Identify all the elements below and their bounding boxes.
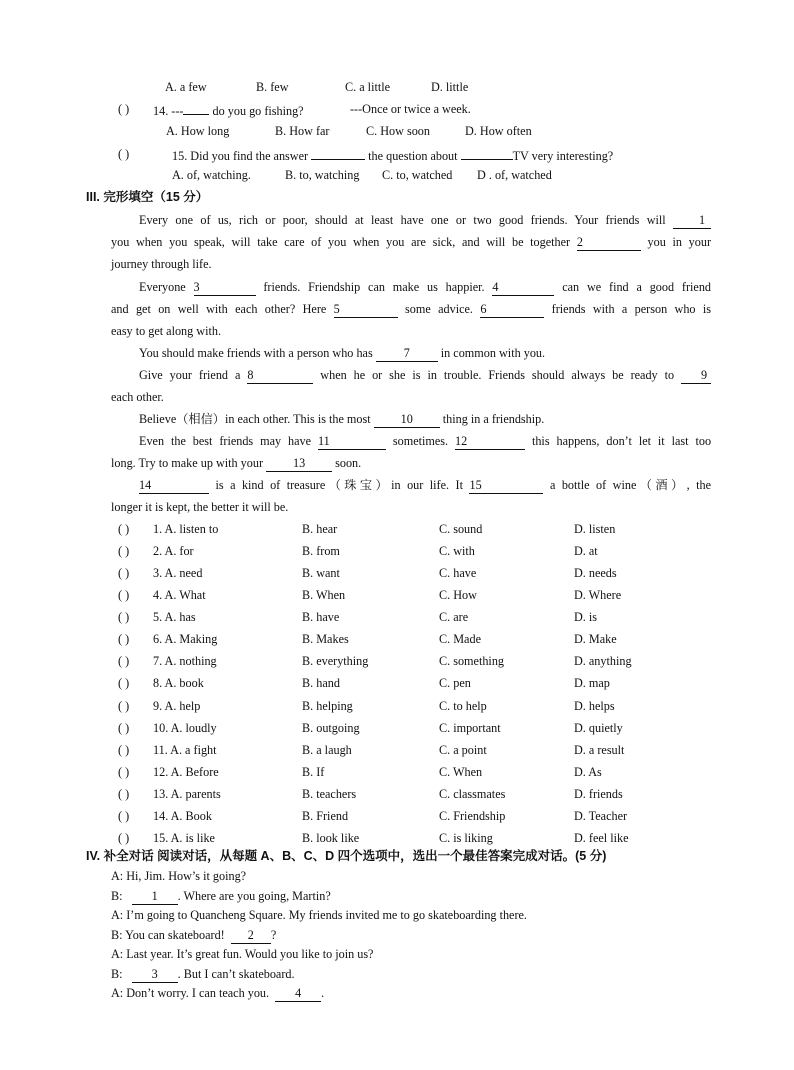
- question-row: [0, 739, 794, 761]
- option-b: B. to, watching: [285, 168, 360, 182]
- answer-paren: ( ): [118, 522, 130, 536]
- blank-3: 3: [194, 280, 256, 296]
- answer-paren: ( ): [118, 764, 130, 779]
- question-text: 15. Did you find the answer the question about TV very interesting?: [172, 144, 613, 166]
- passage-line: long. Try to make up with your 13 soon.: [111, 456, 362, 470]
- option-d: D. Where: [574, 588, 622, 603]
- option-b: B. everything: [302, 654, 369, 669]
- question-row: [0, 783, 794, 805]
- blank: [311, 144, 365, 160]
- option-a: 14. A. Book: [153, 808, 212, 823]
- option-a: A. of, watching.: [172, 168, 251, 182]
- option-d: D. anything: [574, 654, 632, 669]
- option-b: B. from: [302, 544, 340, 559]
- option-d: D. How often: [465, 124, 532, 138]
- passage-line: you when you speak, will take care of you when you are sick, and will be together 2 you in your: [111, 235, 712, 249]
- passage-line: 14 is a kind of treasure（珠宝）in our life. It 15 a bottle of wine（酒）, the: [139, 478, 712, 492]
- blank-14: 14: [139, 478, 209, 494]
- answer-paren: ( ): [118, 544, 130, 559]
- option-a: 4. A. What: [153, 588, 206, 603]
- option-c: C. is liking: [439, 830, 493, 845]
- passage-line: longer it is kept, the better it will be.: [111, 500, 289, 514]
- q13-options: [0, 77, 794, 97]
- option-b: B. helping: [302, 698, 353, 713]
- question-row: [0, 562, 794, 584]
- option-c: C. a little: [345, 80, 391, 94]
- blank-12: 12: [455, 434, 525, 450]
- dialogue-line: B: You can skateboard! 2 ?: [111, 928, 277, 942]
- option-a: A. How long: [166, 124, 230, 138]
- option-c: C. important: [439, 720, 501, 735]
- option-c: C. How: [439, 588, 477, 603]
- answer-paren: ( ): [118, 720, 130, 735]
- option-a: 6. A. Making: [153, 632, 218, 647]
- option-c: C. pen: [439, 676, 471, 691]
- dialogue-line: A: I’m going to Quancheng Square. My friends invited me to go skateboarding there.: [111, 908, 527, 922]
- option-d: D . of, watched: [477, 168, 552, 182]
- answer-text: ---Once or twice a week.: [350, 102, 471, 116]
- passage-line: Give your friend a 8 when he or she is in trouble. Friends should always be ready to 9: [139, 364, 711, 386]
- option-a: 11. A. a fight: [153, 742, 217, 757]
- answer-paren: ( ): [118, 786, 130, 801]
- option-a: 12. A. Before: [153, 764, 219, 779]
- option-c: C. with: [439, 544, 475, 559]
- blank-15: 15: [469, 478, 543, 494]
- option-b: B. look like: [302, 830, 360, 845]
- passage-line: You should make friends with a person who has 7 in common with you.: [139, 346, 546, 360]
- option-a: 9. A. help: [153, 698, 201, 713]
- answer-paren: ( ): [118, 566, 130, 581]
- answer-paren: ( ): [118, 632, 130, 647]
- dialogue-line: B: 3 . But I can’t skateboard.: [111, 967, 295, 981]
- option-b: B. When: [302, 588, 346, 603]
- dialogue-blank-1: 1: [132, 889, 178, 905]
- question-row: [0, 805, 794, 827]
- question-row: [0, 672, 794, 694]
- answer-paren: ( ): [118, 808, 130, 823]
- blank-8: 8: [247, 368, 313, 384]
- blank-5: 5: [334, 302, 398, 318]
- passage-line: easy to get along with.: [111, 324, 222, 338]
- option-c: C. How soon: [366, 124, 430, 138]
- question-row: [0, 518, 794, 540]
- option-c: C. classmates: [439, 786, 506, 801]
- passage-line: Everyone 3 friends. Friendship can make us happier. 4 can we find a good friend: [139, 280, 712, 294]
- option-b: B. a laugh: [302, 742, 352, 757]
- dialogue-line: A: Last year. It’s great fun. Would you like to join us?: [111, 947, 374, 961]
- option-b: B. outgoing: [302, 720, 360, 735]
- option-d: D. at: [574, 544, 598, 559]
- question-row: [0, 628, 794, 650]
- option-c: C. Friendship: [439, 808, 506, 823]
- option-a: 1. A. listen to: [153, 522, 219, 536]
- option-d: D. a result: [574, 742, 625, 757]
- answer-paren: ( ): [118, 147, 130, 161]
- answer-paren: ( ): [118, 698, 130, 713]
- passage-line: Every one of us, rich or poor, should at least have one or two good friends. Your friends will 1: [139, 209, 711, 231]
- option-c: C. have: [439, 566, 477, 581]
- option-d: D. listen: [574, 522, 616, 536]
- option-b: B. If: [302, 764, 325, 779]
- option-b: B. Makes: [302, 632, 349, 647]
- option-a: 10. A. loudly: [153, 720, 217, 735]
- blank-11: 11: [318, 434, 386, 450]
- section-4-title: IV. 补全对话 阅读对话，从每题 A、B、C、D 四个选项中，选出一个最佳答案完成对话。(5 分): [86, 849, 607, 863]
- option-c: C. are: [439, 610, 469, 625]
- option-a: 5. A. has: [153, 610, 196, 625]
- blank-6: 6: [480, 302, 544, 318]
- question-row: [0, 695, 794, 717]
- answer-paren: ( ): [118, 654, 130, 669]
- dialogue-blank-2: 2: [231, 928, 271, 944]
- option-c: C. a point: [439, 742, 487, 757]
- option-d: D. is: [574, 610, 598, 625]
- question-row: [0, 584, 794, 606]
- option-a: 8. A. book: [153, 676, 204, 691]
- passage-line: and get on well with each other? Here 5 some advice. 6 friends with a person who is: [111, 302, 711, 316]
- section-3-title: III. 完形填空（15 分）: [86, 190, 209, 204]
- option-a: 13. A. parents: [153, 786, 221, 801]
- option-c: C. something: [439, 654, 505, 669]
- option-d: D. little: [431, 80, 469, 94]
- option-a: A. a few: [165, 80, 207, 94]
- option-b: B. want: [302, 566, 340, 581]
- option-d: D. As: [574, 764, 602, 779]
- dialogue-line: A: Hi, Jim. How’s it going?: [111, 869, 247, 883]
- option-d: D. map: [574, 676, 610, 691]
- question-text: 14. --- do you go fishing?: [153, 99, 304, 121]
- option-d: D. friends: [574, 786, 623, 801]
- option-d: D. feel like: [574, 830, 629, 845]
- option-b: B. hear: [302, 522, 338, 536]
- passage-line: journey through life.: [111, 257, 212, 271]
- answer-paren: ( ): [118, 610, 130, 625]
- option-b: B. teachers: [302, 786, 357, 801]
- option-a: 15. A. is like: [153, 830, 215, 845]
- blank-7: 7: [376, 346, 438, 362]
- blank-13: 13: [266, 456, 332, 472]
- answer-paren: ( ): [118, 102, 130, 116]
- option-d: D. quietly: [574, 720, 623, 735]
- q14-stem: [0, 99, 794, 119]
- blank: [183, 99, 209, 115]
- option-b: B. Friend: [302, 808, 349, 823]
- blank-9: 9: [681, 368, 711, 384]
- option-c: C. sound: [439, 522, 483, 536]
- passage-line: Even the best friends may have 11 sometimes. 12 this happens, don’t let it last too: [139, 434, 712, 448]
- option-c: C. to, watched: [382, 168, 453, 182]
- option-b: B. have: [302, 610, 340, 625]
- dialogue-blank-4: 4: [275, 986, 321, 1002]
- dialogue-line: B: 1 . Where are you going, Martin?: [111, 889, 331, 903]
- passage-line: Believe（相信）in each other. This is the most 10 thing in a friendship.: [139, 412, 545, 426]
- q15-options: [0, 165, 794, 185]
- blank-2: 2: [577, 235, 641, 251]
- dialogue-blank-3: 3: [132, 967, 178, 983]
- blank-1: 1: [673, 213, 711, 229]
- question-row: [0, 606, 794, 628]
- option-c: C. When: [439, 764, 483, 779]
- option-d: D. needs: [574, 566, 617, 581]
- option-a: 2. A. for: [153, 544, 194, 559]
- question-row: [0, 540, 794, 562]
- answer-paren: ( ): [118, 830, 130, 845]
- option-c: C. Made: [439, 632, 481, 647]
- option-d: D. helps: [574, 698, 615, 713]
- passage-line: each other.: [111, 390, 164, 404]
- option-b: B. few: [256, 80, 289, 94]
- question-row: [0, 717, 794, 739]
- answer-paren: ( ): [118, 742, 130, 757]
- blank-10: 10: [374, 412, 440, 428]
- option-d: D. Make: [574, 632, 617, 647]
- answer-paren: ( ): [118, 676, 130, 691]
- question-row: [0, 650, 794, 672]
- q15-stem: [0, 144, 794, 164]
- dialogue-line: A: Don’t worry. I can teach you. 4 .: [111, 986, 325, 1000]
- blank-4: 4: [492, 280, 554, 296]
- option-a: 3. A. need: [153, 566, 203, 581]
- blank: [461, 144, 513, 160]
- option-a: 7. A. nothing: [153, 654, 217, 669]
- option-c: C. to help: [439, 698, 487, 713]
- q14-options: [0, 121, 794, 141]
- answer-paren: ( ): [118, 588, 130, 603]
- question-row: [0, 761, 794, 783]
- option-d: D. Teacher: [574, 808, 628, 823]
- option-b: B. hand: [302, 676, 340, 691]
- option-b: B. How far: [275, 124, 330, 138]
